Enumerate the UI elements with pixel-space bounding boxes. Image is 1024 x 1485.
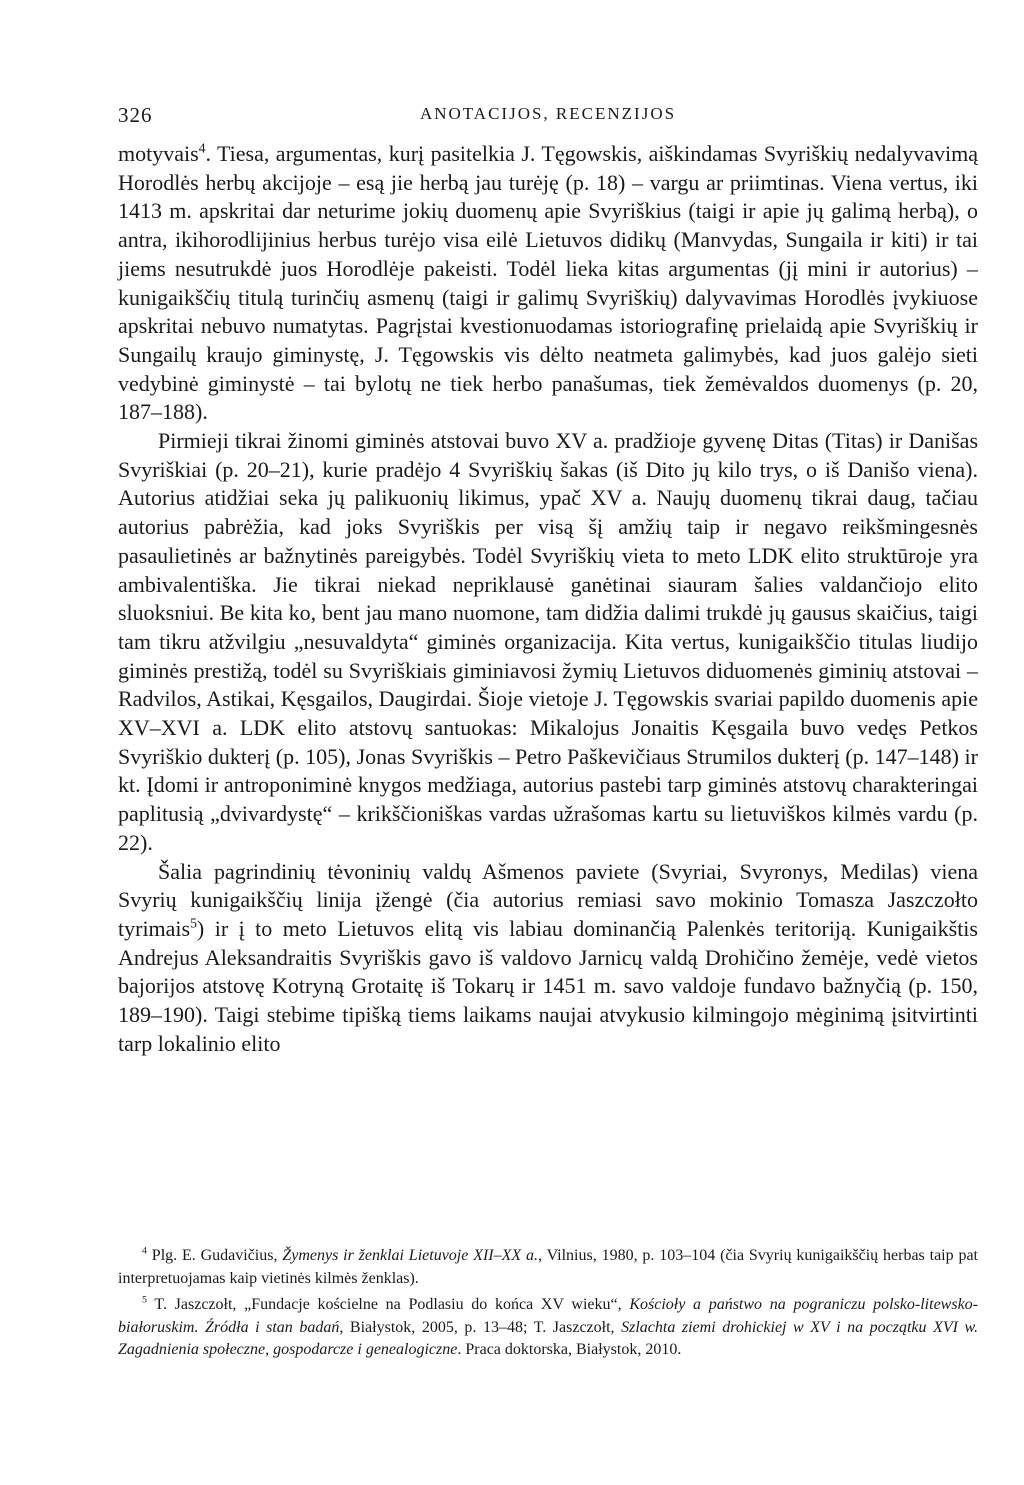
footnote-5-part2: , Białystok, 2005, p. 13–48; T. Jaszczołt, (339, 1318, 622, 1336)
paragraph-2: Pirmieji tikrai žinomi giminės atstovai buvo XV a. pradžioje gyvenę Ditas (Titas) ir Danišas Svyriškiai (p. 20–21), kurie pradėjo 4 Svyriškių šakas (iš Dito jų kilo trys, o iš Danišo viena). Autorius atidžiai seka jų palikuonių likimus, ypač XV a. Naujų duomenų tikrai daug, tačiau autorius pabrėžia, kad joks Svyriškis per visą šį amžių taip ir negavo reikšmingesnės pasaulietinės ar bažnytinės pareigybės. Todėl Svyriškių vieta to meto LDK elito struktūroje yra ambivalentiška. Jie tikrai niekad nepriklausė ganėtinai siauram šalies valdančiojo elito sluoksniui. Be kita ko, bent jau mano nuomone, tam didžia dalimi trukdė jų gausus skaičius, taigi tam tikru atžvilgiu „nesuvaldyta“ giminės organizacija. Kita vertus, kunigaikščio titulas liudijo giminės prestižą, todėl su Svyriškiais giminiavosi žymių Lietuvos diduomenės giminių atstovai – Radvilos, Astikai, Kęsgailos, Daugirdai. Šioje vietoje J. Tęgowskis svariai papildo duomenis apie XV–XVI a. LDK elito atstovų santuokas: Mikalojus Jonaitis Kęsgaila buvo vedęs Petkos Svyriškio dukterį (p. 105), Jonas Svyriškis – Petro Paškevičiaus Strumilos dukterį (p. 147–148) ir kt. Įdomi ir antroponiminė knygos medžiaga, autorius pastebi tarp giminės atstovų charakteringai paplitusią „dvivardystę“ – krikščioniškas vardas užrašomas kartu su lietuviškos kilmės vardu (p. 22). (118, 428, 978, 855)
page-header (118, 103, 978, 133)
running-head: ANOTACIJOS, RECENZIJOS (419, 104, 677, 123)
page-number: 326 (118, 103, 153, 127)
paragraph-1 (118, 140, 978, 427)
paragraph-3 (118, 858, 978, 1059)
footnote-4-mark: 4 (142, 1245, 147, 1257)
footnote-4-title: Žymenys ir ženklai Lietuvoje XII–XX a. (282, 1247, 539, 1264)
paragraph-3-rest: ) ir į to meto Lietuvos elitą vis labiau dominančią Palenkės teritoriją. Kunigaikštis Andrejus Aleksandraitis Svyriškis gavo iš valdovo Jarnicų valdą Drohičino žemėje, vedė vietos bajorijos atstovę Kotryną Grotaitę iš Tokarų ir 1451 m. savo valdoje fundavo bažnyčią (p. 150, 189–190). Taigi stebime tipišką tiems laikams naujai atvykusio kilmingojo mėginimą įsitvirtinti tarp lokalinio elito (118, 915, 978, 1056)
footnotes (118, 1245, 978, 1366)
footnote-5-part1: T. Jaszczołt, „Fundacje kościelne na Podlasiu do końca XV wieku“, (154, 1296, 630, 1313)
footnote-5-part3: . Praca doktorska, Białystok, 2010. (457, 1341, 682, 1358)
footnote-5-title1: Kościoły a państwo na pograniczu polsko-litewsko-białoruskim. Źródła i stan badań (118, 1296, 979, 1336)
footnote-4-author: Plg. E. Gudavičius, (151, 1247, 283, 1264)
footnote-ref-4: 4 (198, 140, 206, 156)
footnote-ref-5: 5 (190, 915, 197, 931)
footnote-5-mark: 5 (142, 1294, 147, 1306)
footnote-4-rest: , Vilnius, 1980, p. 103–104 (čia Svyrių kunigaikščių herbas taip pat interpretuojamas kaip vietinės kilmės ženklas). (118, 1247, 978, 1287)
footnote-4 (118, 1245, 978, 1290)
paragraph-1-rest: . Tiesa, argumentas, kurį pasitelkia J. Tęgowskis, aiškindamas Svyriškių nedalyvavimą Horodlės herbų akcijoje – esą jie herbą jau turėję (p. 18) – vargu ar priimtinas. Viena vertus, iki 1413 m. apskritai dar neturime jokių duomenų apie Svyriškius (taigi ir apie jų galimą herbą), o antra, ikihorodlijinius herbus turėjo visa eilė Lietuvos didikų (Manvydas, Sungaila ir kiti) ir tai jiems nesutrukdė juos Horodlėje pakeisti. Todėl lieka kitas argumentas (jį mini ir autorius) – kunigaikščių titulą turinčių asmenų (taigi ir galimų Svyriškių) dalyvavimas Horodlės įvykiuose apskritai nebuvo numatytas. Pagrįstai kvestionuodamas istoriografinę prielaidą apie Svyriškių ir Sungailų kraujo giminystę, J. Tęgowskis vis dėlto neatmeta galimybės, kad juos galėjo sieti vedybinė giminystė – tai bylotų ne tiek herbo panašumas, tiek žemėvaldos duomenys (p. 20, 187–188). (118, 141, 978, 425)
footnote-5-title2: Szlachta ziemi drohickiej w XV i na początku XVI w. Zagadnienia społeczne, gospodarcze i genealogiczne (118, 1318, 979, 1358)
footnote-5 (118, 1294, 978, 1362)
paragraph-1-start: motyvais (118, 141, 199, 166)
paragraph-3-start: Šalia pagrindinių tėvoninių valdų Ašmenos paviete (Svyriai, Svyronys, Medilas) viena Svyrių kunigaikščių linija įžengė (čia autorius remiasi savo mokinio Tomasza Jaszczołto tyrimais (118, 858, 978, 941)
body-text (118, 140, 978, 1059)
